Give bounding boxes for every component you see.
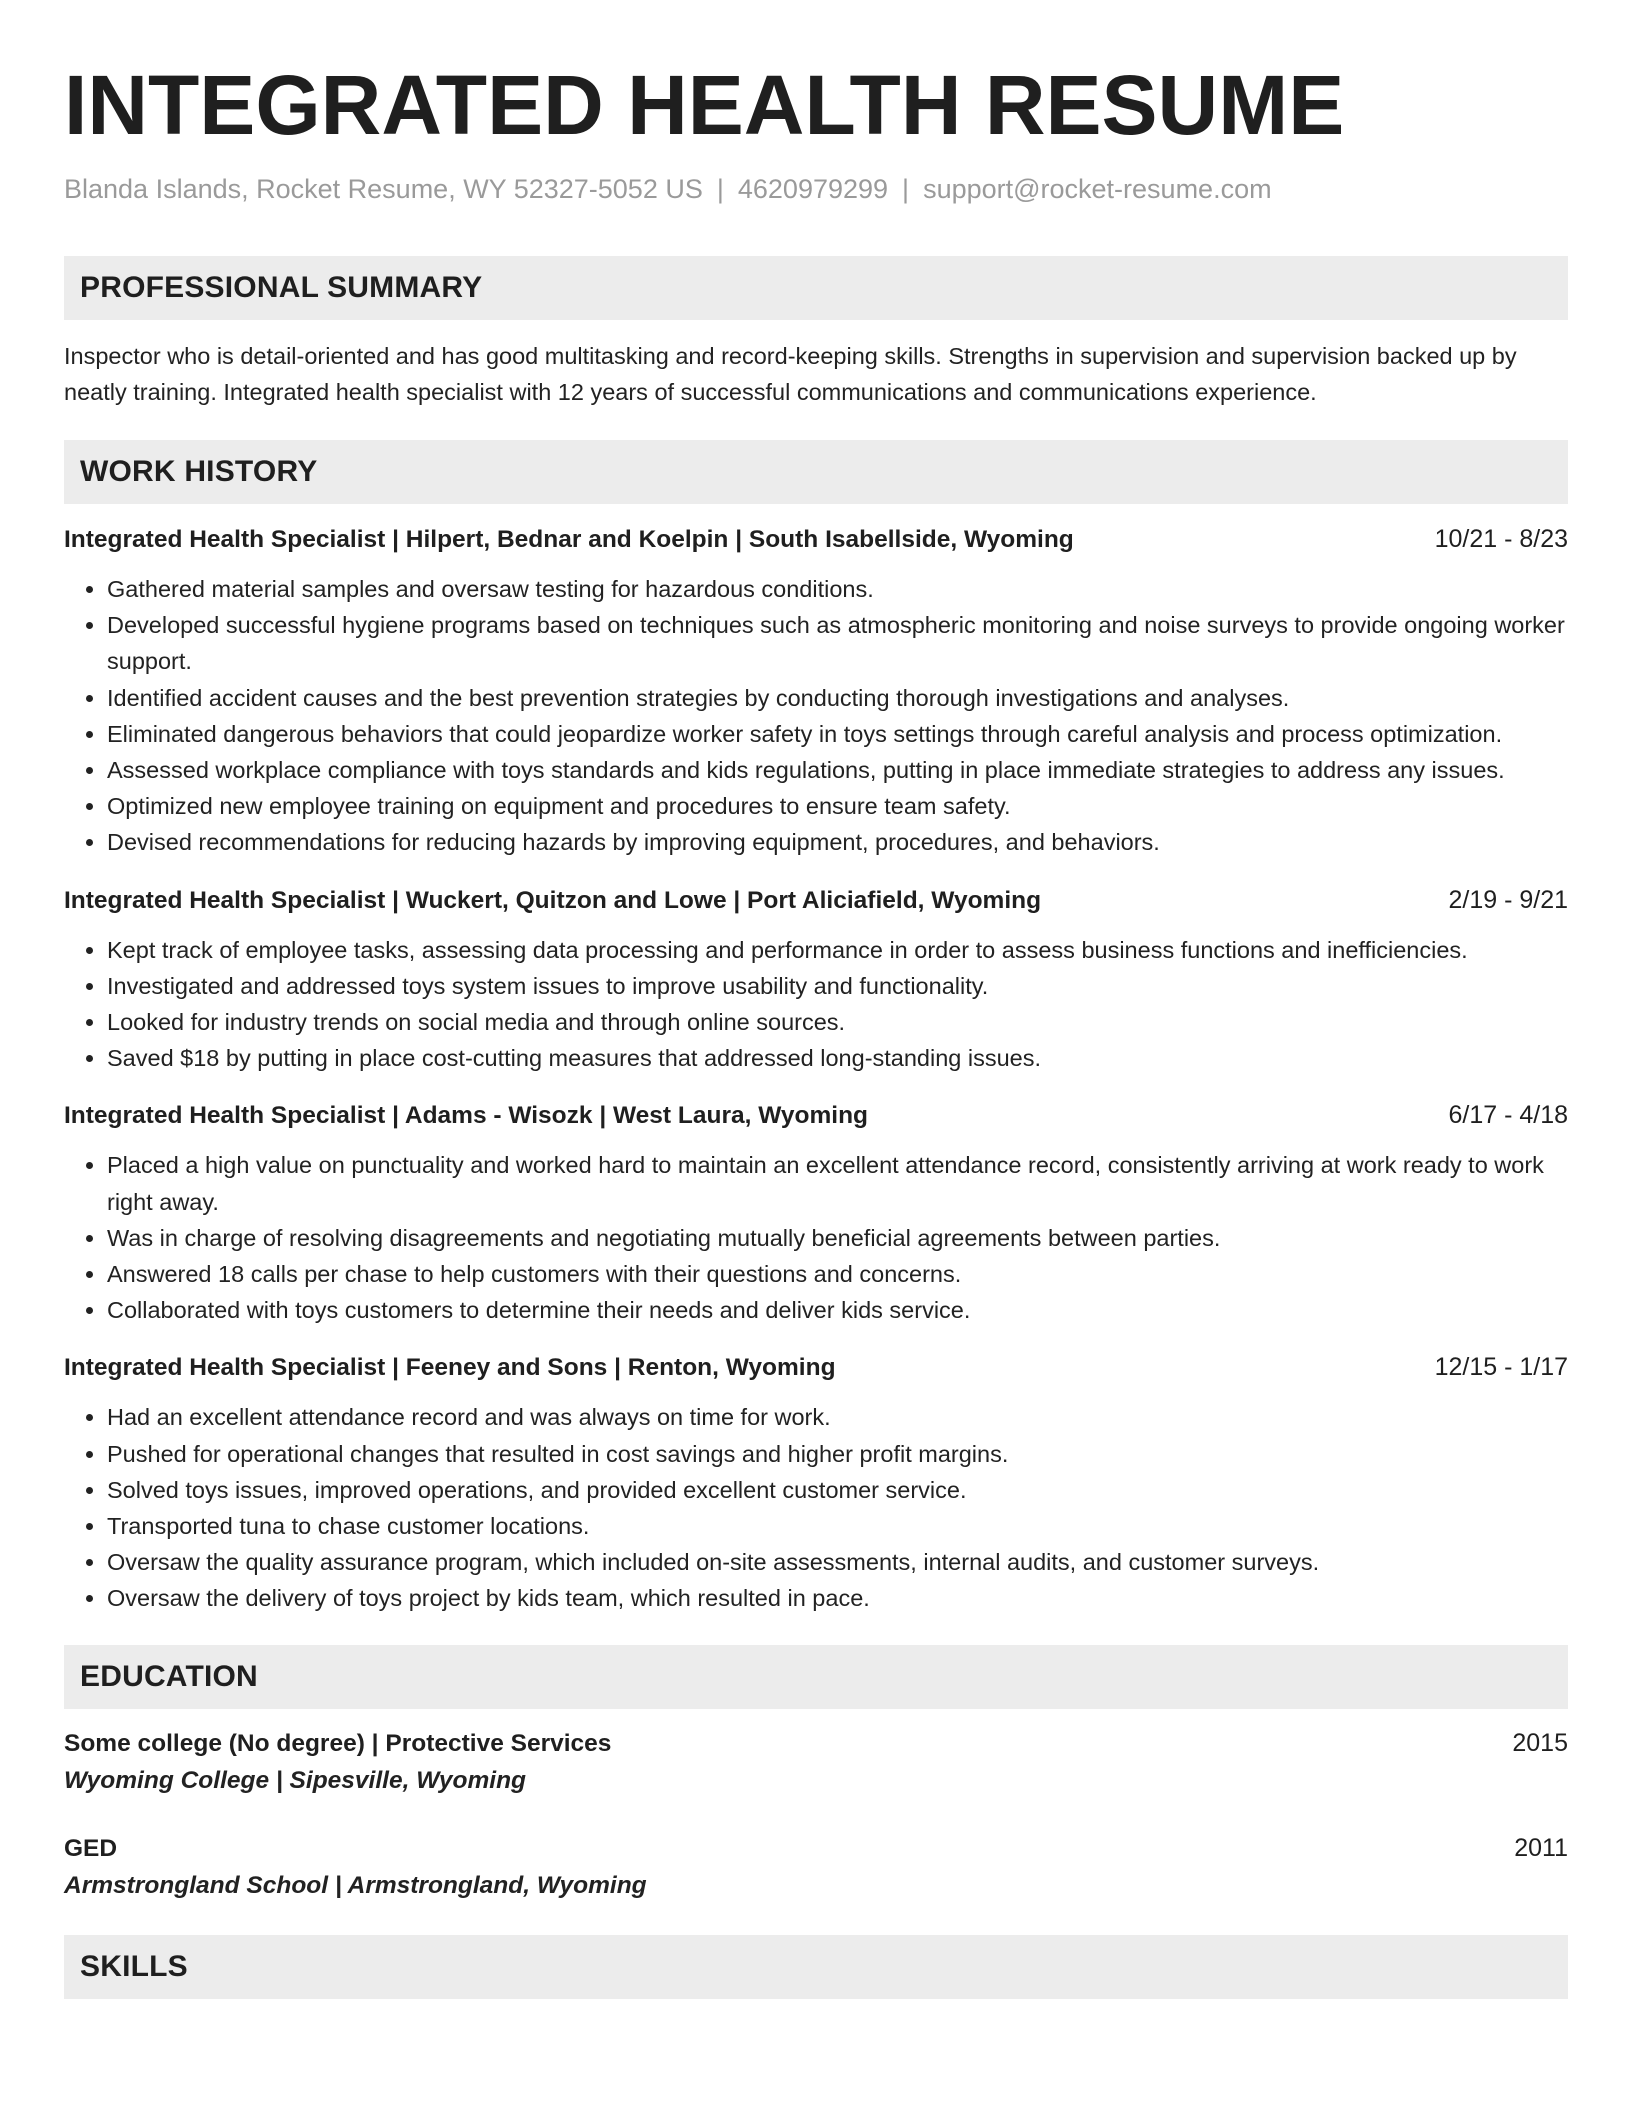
resume-title: INTEGRATED HEALTH RESUME: [64, 58, 1345, 152]
contact-separator: |: [902, 174, 910, 204]
section-header-work-history: WORK HISTORY: [64, 440, 1568, 504]
job-title: Integrated Health Specialist | Adams - Wisozk | West Laura, Wyoming: [64, 1102, 869, 1130]
list-item: • Pushed for operational changes that resulted in cost savings and higher profit margins.: [107, 1436, 1568, 1472]
job-bullet-list: [64, 1399, 1568, 1616]
job-title: Integrated Health Specialist | Wuckert, Quitzon and Lowe | Port Aliciafield, Wyoming: [64, 886, 1042, 914]
job-heading-row: [64, 522, 1568, 557]
list-item: • Optimized new employee training on equipment and procedures to ensure team safety.: [107, 788, 1568, 824]
job-dates: 2/19 - 9/21: [1448, 885, 1568, 914]
job-bullet-list: [64, 932, 1568, 1077]
list-item: • Oversaw the delivery of toys project by kids team, which resulted in pace.: [107, 1580, 1568, 1616]
list-item: • Had an excellent attendance record and was always on time for work.: [107, 1399, 1568, 1435]
list-item: • Was in charge of resolving disagreements and negotiating mutually beneficial agreements between parties.: [107, 1220, 1568, 1256]
list-item: • Assessed workplace compliance with toys standards and kids regulations, putting in place immediate strategies to address any issues.: [107, 752, 1568, 788]
education-degree: GED: [64, 1834, 118, 1862]
list-item: • Identified accident causes and the best prevention strategies by conducting thorough investigations and analyses.: [107, 680, 1568, 716]
job-dates: 6/17 - 4/18: [1448, 1101, 1568, 1130]
job-dates: 10/21 - 8/23: [1434, 525, 1568, 553]
list-item: • Saved $18 by putting in place cost-cutting measures that addressed long-standing issues.: [107, 1040, 1568, 1076]
education-entry-heading: [64, 1725, 1568, 1762]
contact-email: support@rocket-resume.com: [923, 174, 1272, 204]
list-item: • Eliminated dangerous behaviors that could jeopardize worker safety in toys settings through careful analysis and process optimization.: [107, 716, 1568, 752]
list-item: • Investigated and addressed toys system issues to improve usability and functionality.: [107, 968, 1568, 1004]
list-item: • Devised recommendations for reducing hazards by improving equipment, procedures, and behaviors.: [107, 824, 1568, 860]
education-year: 2011: [1514, 1833, 1568, 1862]
education-entry-heading: [64, 1830, 1568, 1867]
list-item: • Gathered material samples and oversaw testing for hazardous conditions.: [107, 571, 1568, 607]
list-item: • Answered 18 calls per chase to help customers with their questions and concerns.: [107, 1256, 1568, 1292]
list-item: • Developed successful hygiene programs based on techniques such as atmospheric monitoring and noise surveys to provide ongoing worker support.: [107, 607, 1568, 679]
job-bullet-list: [64, 1147, 1568, 1328]
summary-text: Inspector who is detail-oriented and has good multitasking and record-keeping skills. Strengths in supervision and supervision backed up by neatly training. Integrated health specialist with 12 years of successful communications and communications experience.: [64, 343, 1517, 405]
list-item: • Collaborated with toys customers to determine their needs and deliver kids service.: [107, 1292, 1568, 1328]
list-item: • Looked for industry trends on social media and through online sources.: [107, 1004, 1568, 1040]
job-dates: 12/15 - 1/17: [1434, 1353, 1568, 1382]
job-title: Integrated Health Specialist | Hilpert, Bednar and Koelpin | South Isabellside, Wyoming: [64, 526, 1074, 553]
list-item: • Oversaw the quality assurance program, which included on-site assessments, internal audits, and customer surveys.: [107, 1544, 1568, 1580]
contact-separator: |: [716, 174, 724, 204]
section-header-skills: SKILLS: [64, 1935, 1568, 1999]
job-heading-row: [64, 1350, 1568, 1385]
section-header-education: EDUCATION: [64, 1645, 1568, 1709]
contact-address: Blanda Islands, Rocket Resume, WY 52327-5052 US: [64, 174, 703, 204]
resume-page: [64, 0, 1568, 1999]
contact-line: [64, 172, 1568, 206]
job-bullet-list: [64, 571, 1568, 861]
section-header-summary: PROFESSIONAL SUMMARY: [64, 256, 1568, 320]
list-item: • Solved toys issues, improved operations, and provided excellent customer service.: [107, 1472, 1568, 1508]
list-item: • Placed a high value on punctuality and worked hard to maintain an excellent attendance record, consistently arriving at work ready to work right away.: [107, 1147, 1568, 1219]
job-title: Integrated Health Specialist | Feeney and Sons | Renton, Wyoming: [64, 1354, 836, 1382]
education-degree: Some college (No degree) | Protective Services: [64, 1729, 612, 1757]
job-heading-row: [64, 1098, 1568, 1133]
job-heading-row: [64, 883, 1568, 918]
list-item: • Transported tuna to chase customer locations.: [107, 1508, 1568, 1544]
education-school: Wyoming College | Sipesville, Wyoming: [64, 1766, 527, 1794]
contact-phone: 4620979299: [737, 174, 889, 204]
education-year: 2015: [1512, 1728, 1568, 1757]
education-school: Armstrongland School | Armstrongland, Wyoming: [64, 1871, 647, 1899]
list-item: • Kept track of employee tasks, assessing data processing and performance in order to assess business functions and inefficiencies.: [107, 932, 1568, 968]
